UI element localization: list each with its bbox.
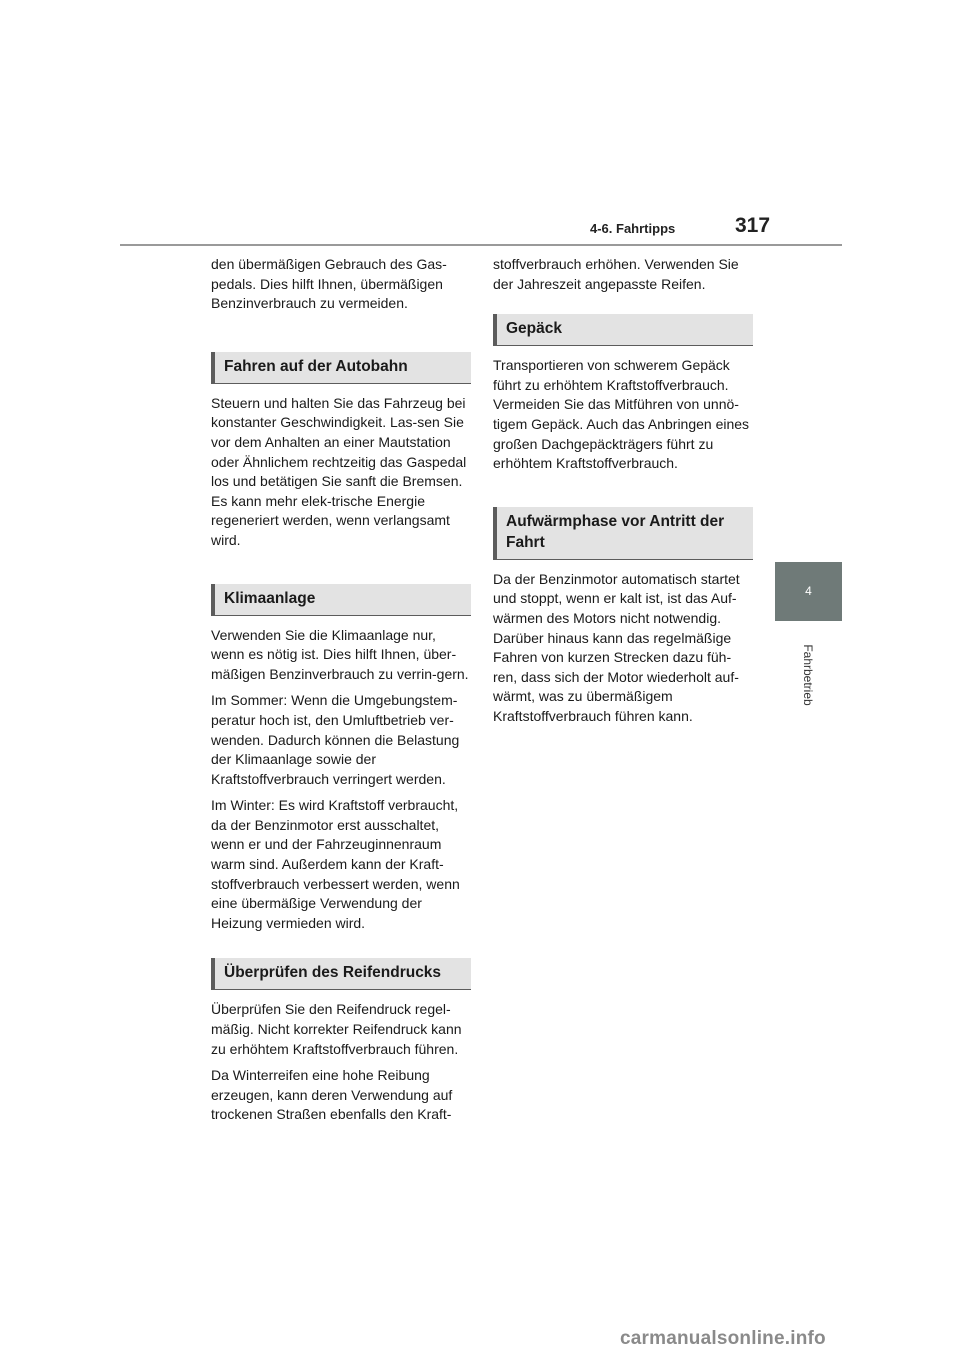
header-divider	[120, 244, 842, 246]
section-title: 4-6. Fahrtipps	[590, 221, 676, 236]
right-column	[493, 255, 753, 734]
paragraph-aufwaermphase: Da der Benzinmotor automatisch startet und stoppt, wenn er kalt ist, ist das Auf-wärmen des Motors nicht notwendig. Darüber hinaus kann das regelmäßige Fahren von kurzen Strecken dazu füh-ren, dass sich der Motor wiederholt auf-wärmt, was zu übermäßigem Kraftstoffverbrauch führen kann.	[493, 570, 740, 724]
chapter-label: Fahrbetrieb	[801, 644, 815, 706]
paragraph-reifendruck-1: Überprüfen Sie den Reifendruck regel-mäßig. Nicht korrekter Reifendruck kann zu erhöhtem Kraftstoffverbrauch führen.	[211, 1001, 462, 1057]
paragraph-klimaanlage-2: Im Sommer: Wenn die Umgebungstem-peratur hoch ist, den Umluftbetrieb ver-wenden. Dadurch können die Belastung der Klimaanlage sowie der Kraftstoffverbrauch verringert werden.	[211, 692, 460, 787]
left-column	[211, 255, 471, 1132]
section-heading-reifendruck: Überprüfen des Reifendrucks	[211, 958, 471, 990]
intro-paragraph: den übermäßigen Gebrauch des Gas-pedals. Dies hilft Ihnen, übermäßigen Benzinverbrauch zu vermeiden.	[211, 256, 447, 312]
section-heading-autobahn: Fahren auf der Autobahn	[211, 352, 471, 384]
page-number: 317	[735, 214, 771, 237]
chapter-tab[interactable]: 4	[775, 562, 842, 621]
section-heading-klimaanlage: Klimaanlage	[211, 584, 471, 616]
paragraph-autobahn: Steuern und halten Sie das Fahrzeug bei konstanter Geschwindigkeit. Las-sen Sie vor dem Anhalten an einer Mautstation oder Ähnlichem rechtzeitig das Gaspedal los und betätigen Sie sanft die Bremsen. Es kann mehr elek-trische Energie regeneriert werden, wenn verlangsamt wird.	[211, 394, 467, 548]
section-heading-aufwaermphase: Aufwärmphase vor Antritt der Fahrt	[493, 507, 753, 560]
watermark: carmanualsonline.info	[620, 1328, 826, 1349]
paragraph-klimaanlage-1: Verwenden Sie die Klimaanlage nur, wenn es nötig ist. Dies hilft Ihnen, über-mäßigen Benzinverbrauch zu verrin-gern.	[211, 626, 469, 682]
paragraph-gepaeck: Transportieren von schwerem Gepäck führt zu erhöhtem Kraftstoffverbrauch. Vermeiden Sie das Mitführen von unnö-tigem Gepäck. Auch das Anbringen eines großen Dachgepäckträgers führt zu erhöhtem Kraftstoffverbrauch.	[493, 357, 750, 472]
section-heading-gepaeck: Gepäck	[493, 314, 753, 346]
intro-paragraph-right: stoffverbrauch erhöhen. Verwenden Sie der Jahreszeit angepasste Reifen.	[493, 256, 739, 292]
paragraph-reifendruck-2: Da Winterreifen eine hohe Reibung erzeugen, kann deren Verwendung auf trockenen Straßen ebenfalls den Kraft-	[211, 1067, 453, 1123]
paragraph-klimaanlage-3: Im Winter: Es wird Kraftstoff verbraucht, da der Benzinmotor erst ausschaltet, wenn er und der Fahrzeuginnenraum warm sind. Außerdem kann der Kraft-stoffverbrauch verbessert werden, wenn eine übermäßige Verwendung der Heizung vermieden wird.	[211, 797, 460, 931]
